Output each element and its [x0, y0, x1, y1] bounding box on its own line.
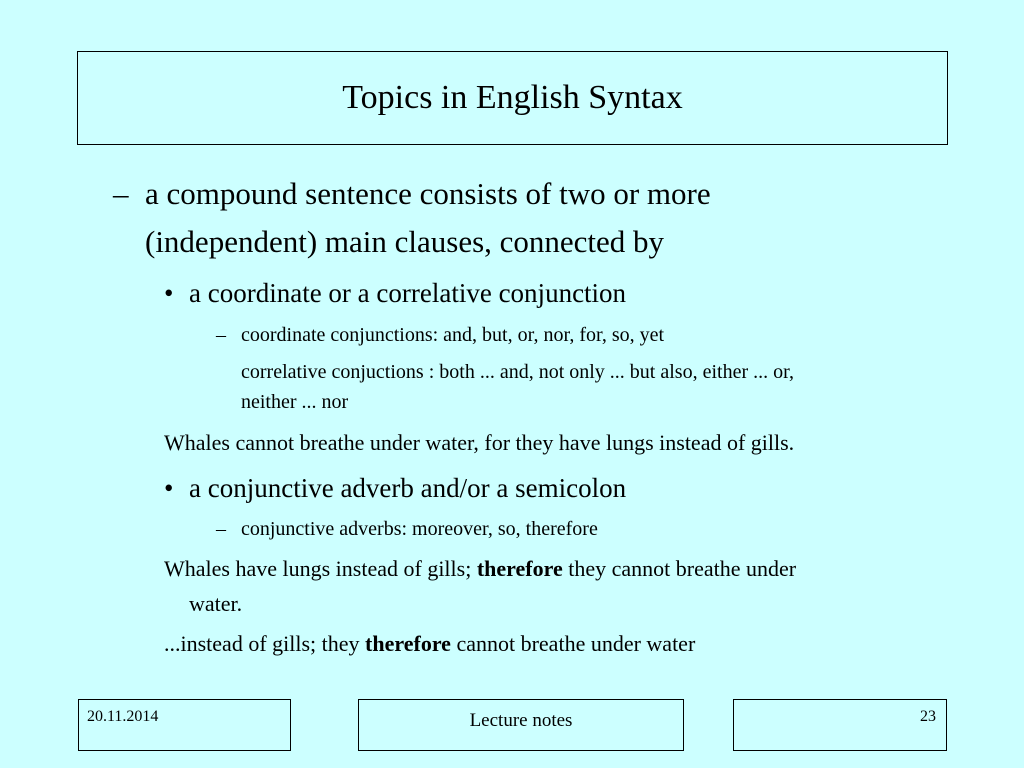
- footer-title: Lecture notes: [469, 710, 573, 731]
- page-number: 23: [920, 708, 936, 725]
- footer-center-box: [358, 699, 684, 751]
- example2-line1: [164, 556, 796, 582]
- bullet2-marker: •: [164, 473, 174, 503]
- example2-before: Whales have lungs instead of gills;: [164, 556, 477, 581]
- example2-bold: therefore: [476, 556, 563, 581]
- sub1-text: coordinate conjunctions: and, but, or, nor, for, so, yet: [241, 324, 665, 346]
- level1-marker: –: [113, 176, 129, 211]
- sub2-marker: –: [216, 518, 226, 540]
- example3-before: ...instead of gills; they: [164, 631, 366, 656]
- sub1-marker: –: [216, 324, 226, 346]
- example1: Whales cannot breathe under water, for they have lungs instead of gills.: [164, 430, 795, 455]
- sub2-text: conjunctive adverbs: moreover, so, therefore: [241, 518, 598, 540]
- example3-after: cannot breathe under water: [450, 631, 696, 656]
- bullet2-text: a conjunctive adverb and/or a semicolon: [189, 473, 627, 503]
- footer-date-box: [78, 699, 291, 751]
- example3-bold: therefore: [365, 631, 451, 656]
- sub1b-line2: neither ... nor: [241, 391, 349, 413]
- bullet1-marker: •: [164, 278, 174, 308]
- footer-date: 20.11.2014: [87, 708, 159, 725]
- footer-page-box: [733, 699, 947, 751]
- example2-line2: water.: [189, 591, 243, 616]
- sub1b-line1: correlative conjuctions : both ... and, not only ... but also, either ... or,: [241, 361, 794, 383]
- example3: [164, 631, 695, 657]
- bullet1-text: a coordinate or a correlative conjunction: [189, 278, 627, 308]
- level1-line1: a compound sentence consists of two or more: [145, 176, 711, 211]
- example2-after: they cannot breathe under: [562, 556, 797, 581]
- slide-title: Topics in English Syntax: [342, 79, 683, 116]
- level1-line2: (independent) main clauses, connected by: [145, 224, 665, 259]
